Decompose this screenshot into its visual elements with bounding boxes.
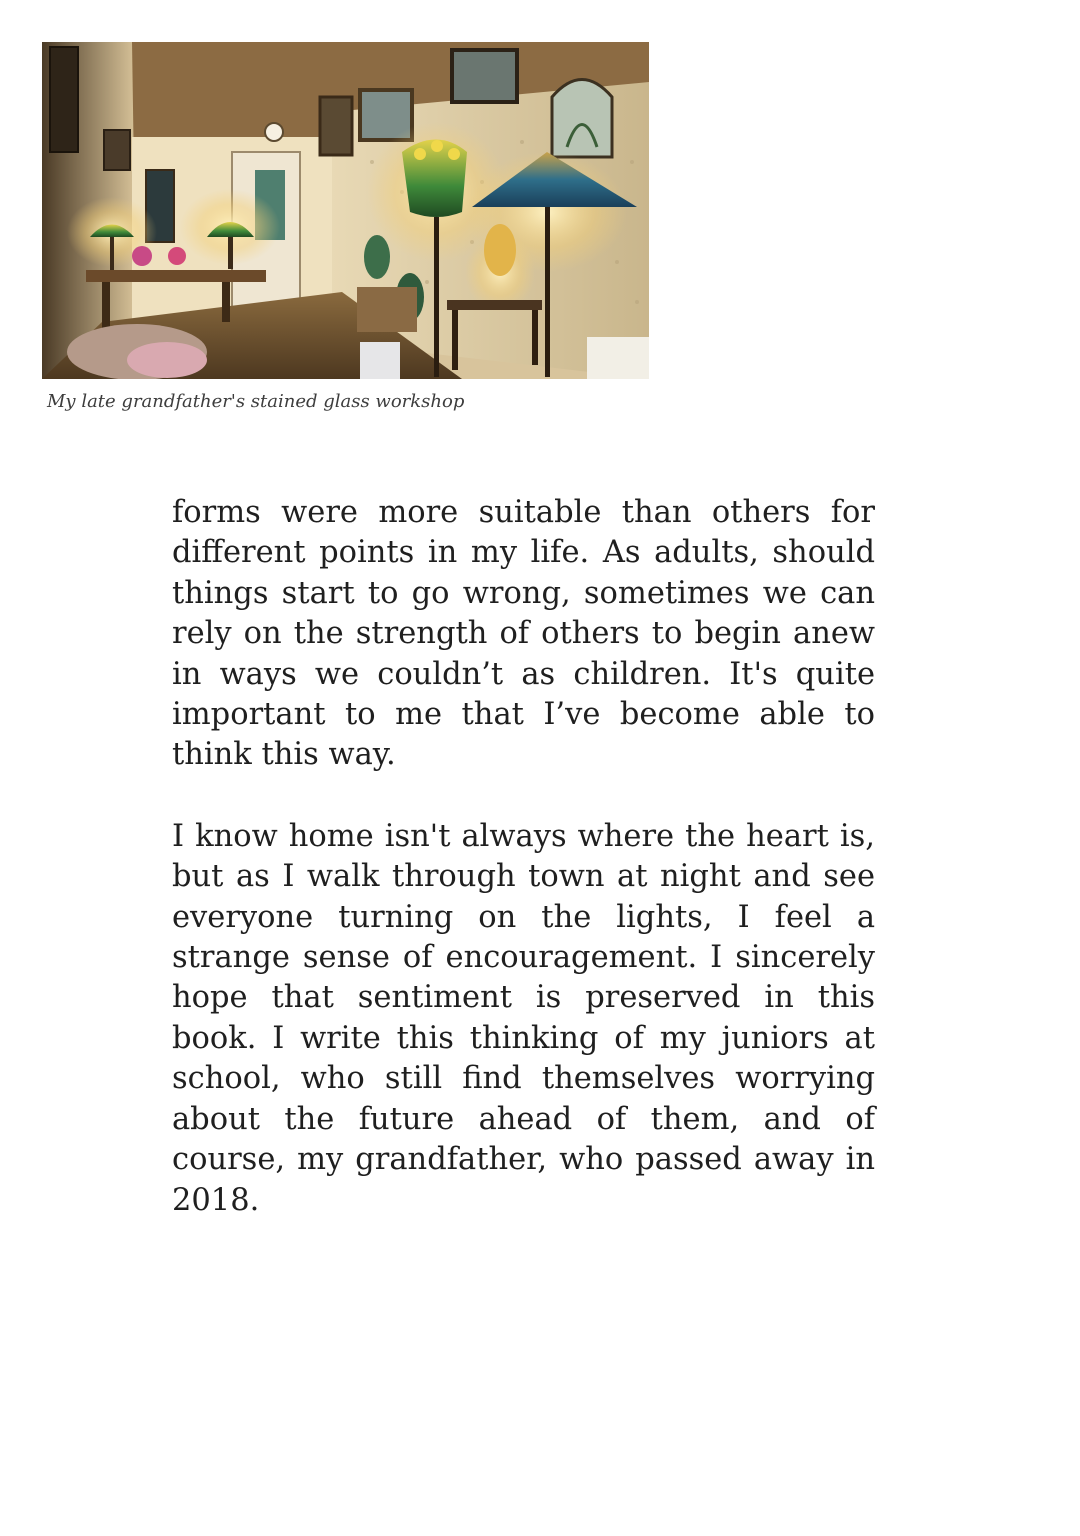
figure-caption: My late grandfather's stained glass workshop bbox=[47, 391, 465, 412]
paragraph-2: I know home isn't always where the heart is, but as I walk through town at night and see everyone turning on the lights, I feel a strange sense of encouragement. I sincerely hope that sentiment is preserved in this book. I write this thinking of my juniors at school, who still find themselves worrying about the future ahead of them, and of course, my grandfather, who passed away in 2018. bbox=[172, 818, 875, 1218]
body-text bbox=[172, 493, 875, 1262]
paragraph-1: forms were more suitable than others for different points in my life. As adults, should things start to go wrong, sometimes we can rely on the strength of others to begin anew in ways we couldn’t as children. It's quite important to me that I’ve become able to think this way. bbox=[172, 495, 875, 773]
workshop-photo bbox=[42, 42, 649, 379]
